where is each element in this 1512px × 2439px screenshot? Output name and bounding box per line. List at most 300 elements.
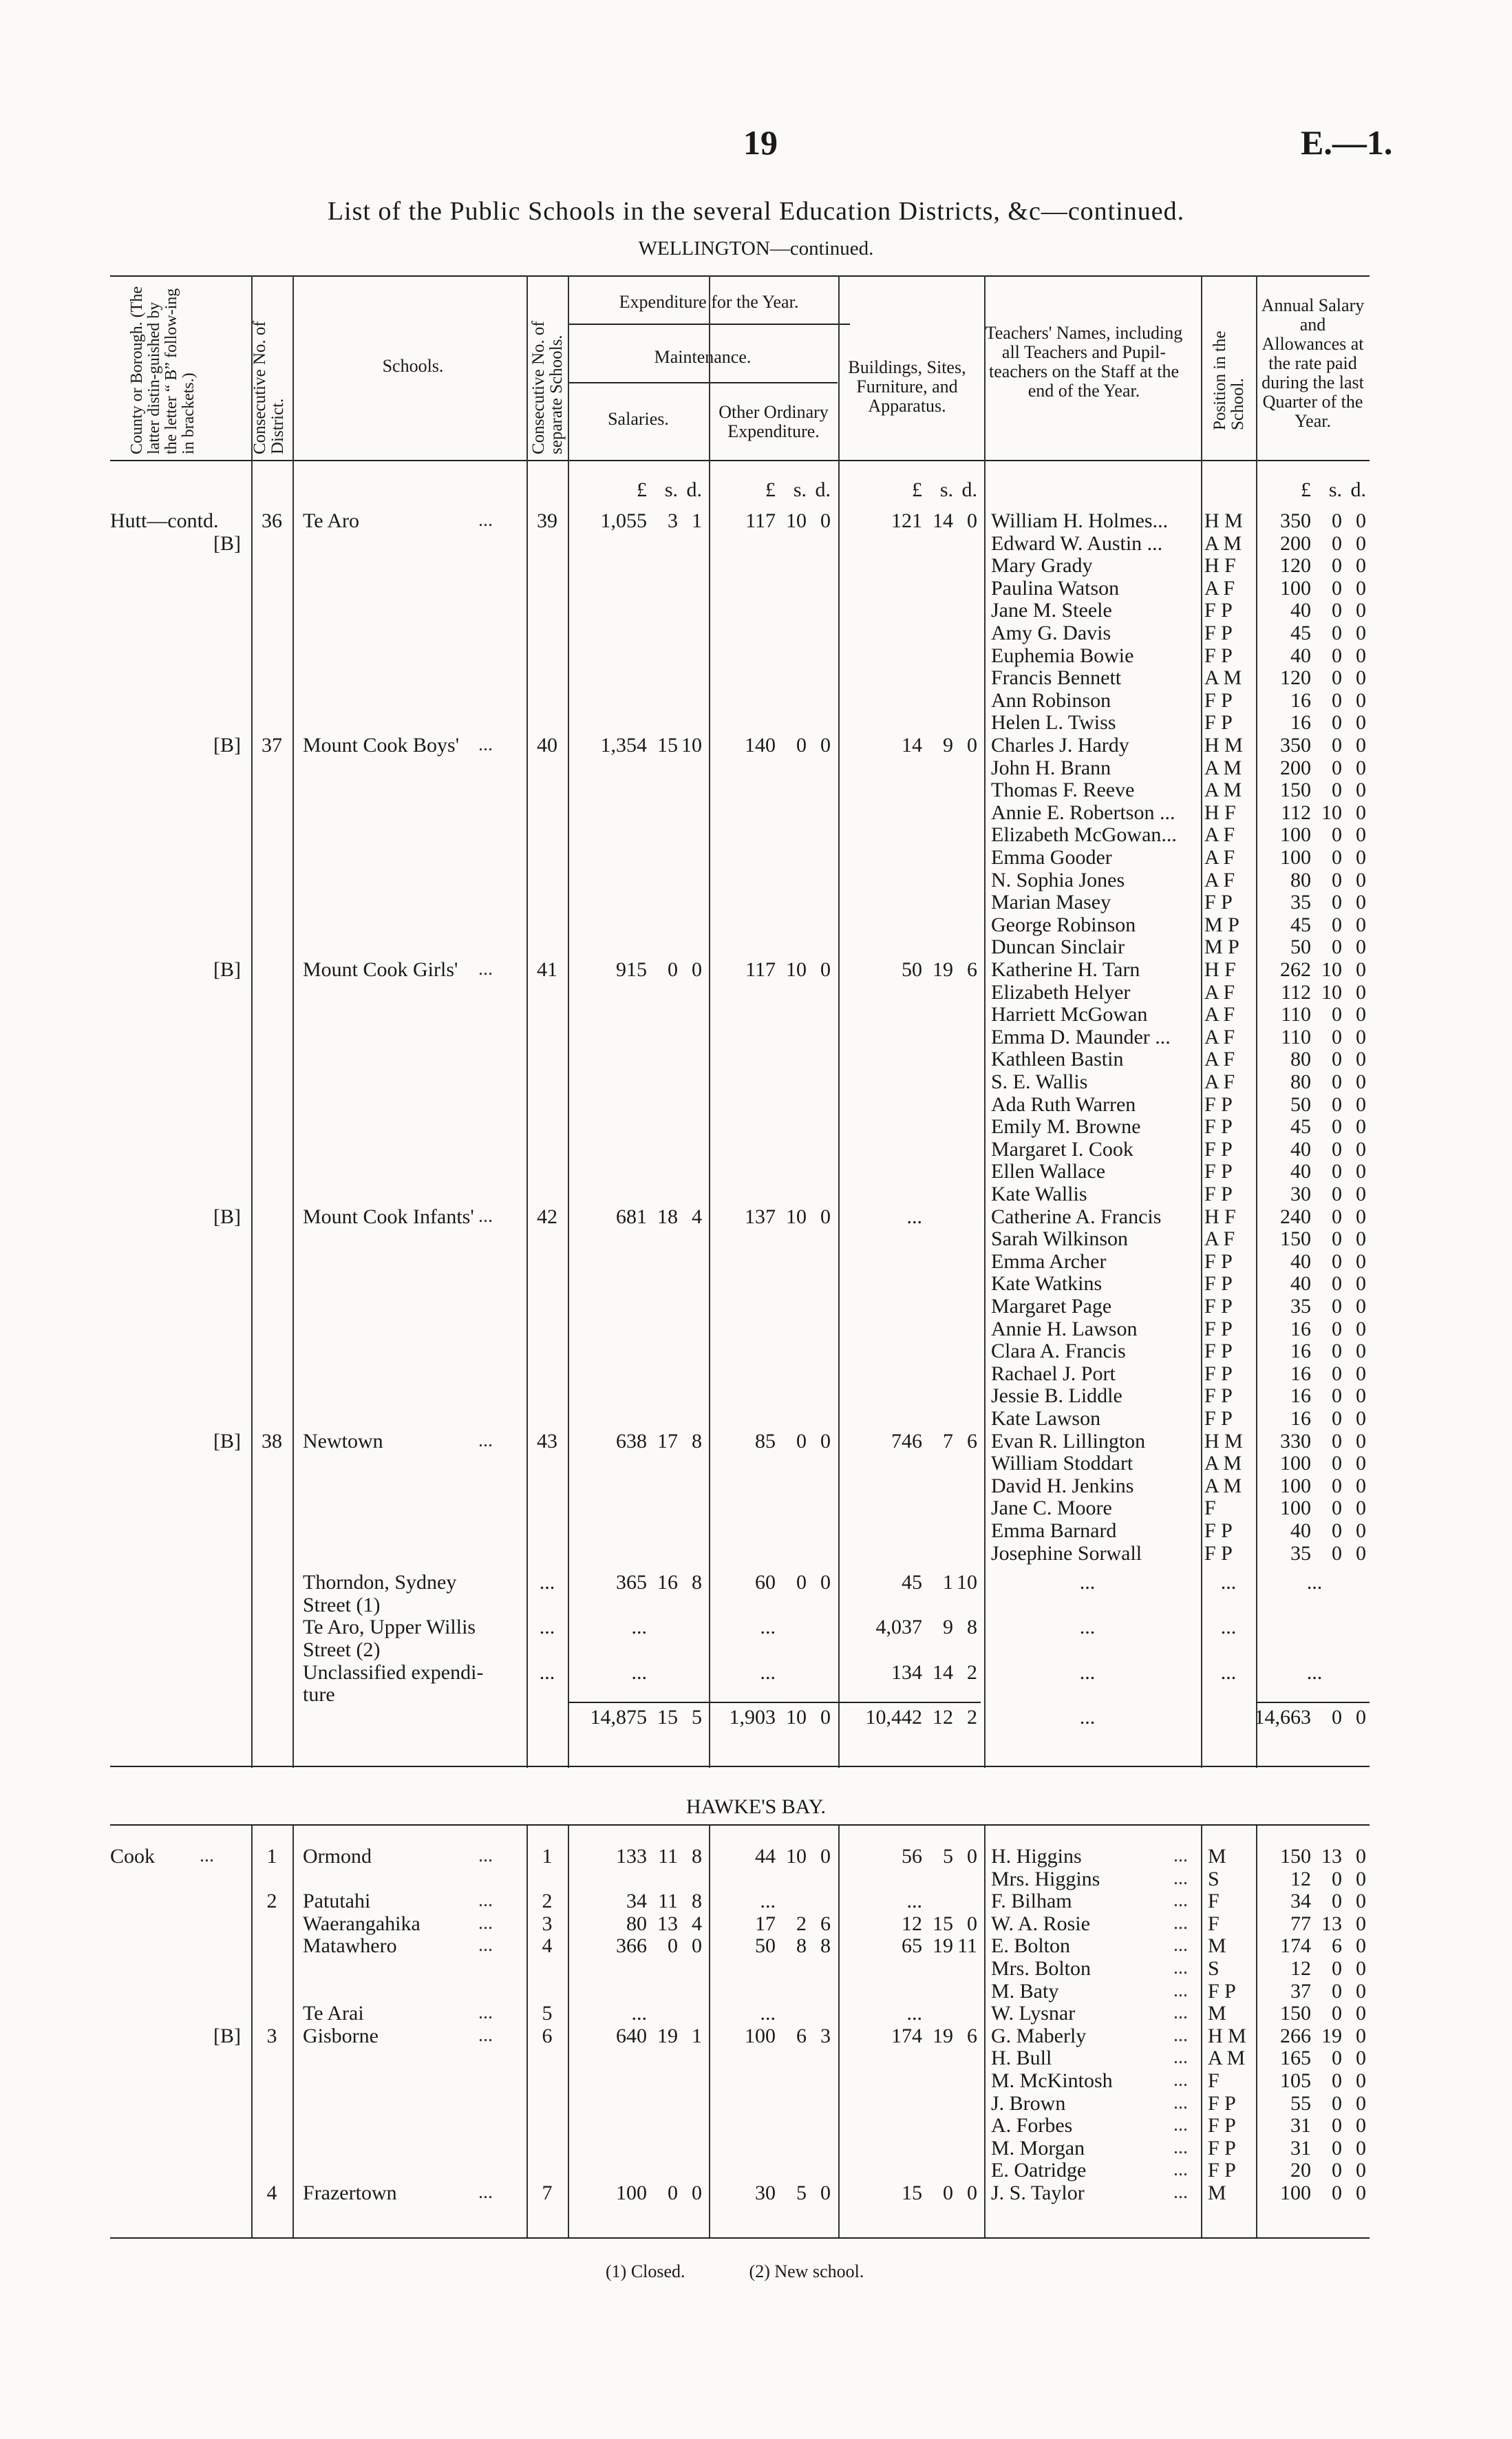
school-name: Te Aro: [303, 509, 360, 532]
salary-shillings: 0: [1332, 1384, 1342, 1408]
unit-pound-other: £: [765, 478, 776, 501]
salaries-shillings: 11: [658, 1890, 678, 1913]
leader-dots: ...: [1173, 2182, 1188, 2203]
salary-shillings: 0: [1332, 644, 1342, 667]
salary-pounds: 165: [1280, 2047, 1311, 2070]
salary-pence: 0: [1356, 1092, 1366, 1116]
bottom-rule: [110, 2237, 1370, 2239]
salary-pence: 0: [1356, 1295, 1366, 1318]
salaries-pence: 4: [692, 1912, 702, 1935]
salary-pence: 0: [1356, 2002, 1366, 2025]
salary-pence: 0: [1356, 734, 1366, 757]
other-pounds: 50: [755, 1934, 776, 1958]
salary-pounds: 30: [1290, 1183, 1311, 1205]
total-buildings-shillings: 12: [933, 1705, 953, 1729]
salaries-pounds: 80: [626, 1912, 647, 1935]
salaries-pence: 10: [681, 734, 702, 757]
salary-shillings: 0: [1332, 576, 1342, 600]
teacher-name: John H. Brann: [991, 756, 1111, 779]
salary-pence: 0: [1356, 891, 1366, 914]
salary-shillings: 0: [1332, 846, 1342, 869]
salaries-pounds: ...: [631, 1660, 647, 1684]
teacher-name: Edward W. Austin ...: [991, 531, 1163, 555]
teacher-name: William H. Holmes...: [991, 509, 1169, 532]
salary-pence: 0: [1356, 599, 1366, 622]
leader-dots: ...: [478, 1429, 493, 1451]
salary-pence: 0: [1356, 711, 1366, 735]
buildings-shillings: 5: [943, 1845, 953, 1868]
teacher-name: Katherine H. Tarn: [991, 958, 1140, 981]
column-rule: [1201, 275, 1202, 1768]
teacher-position: F P: [1204, 1541, 1233, 1565]
salary-shillings: 0: [1332, 1340, 1342, 1363]
borough-marker: [B]: [213, 958, 241, 981]
salary-pounds: 100: [1280, 1497, 1311, 1520]
salary-pence: 0: [1356, 1362, 1366, 1385]
teacher-position: F: [1208, 1890, 1220, 1913]
buildings-pence: 6: [967, 1429, 977, 1453]
salary-pence: 0: [1356, 1407, 1366, 1430]
salary-pounds: 110: [1281, 1025, 1311, 1048]
teacher-name: Jane M. Steele: [991, 599, 1112, 622]
salaries-pence: 8: [692, 1890, 702, 1913]
teacher-position: H M: [1204, 1429, 1243, 1453]
salary-pence: 0: [1356, 1160, 1366, 1183]
teacher-name: A. Forbes: [991, 2114, 1073, 2137]
position-blank: ...: [1220, 1616, 1237, 1639]
salary-pounds: 16: [1290, 688, 1311, 712]
salary-pounds: 40: [1290, 1272, 1311, 1296]
column-rule: [568, 275, 569, 1768]
leader-dots: ...: [1173, 2069, 1188, 2091]
leader-dots: ...: [1173, 1957, 1188, 1978]
salary-pounds: 50: [1290, 936, 1311, 959]
salary-shillings: 0: [1332, 1407, 1342, 1430]
salary-pence: 0: [1356, 666, 1366, 690]
salary-pounds: 110: [1281, 1003, 1311, 1026]
other-pence: 0: [820, 509, 831, 532]
other-shillings: 10: [786, 1845, 807, 1868]
salary-pounds: 262: [1280, 958, 1311, 981]
buildings-shillings: 14: [933, 509, 953, 532]
buildings-pence: 0: [967, 2182, 977, 2204]
teacher-position: F P: [1204, 1249, 1233, 1273]
teacher-blank: ...: [1079, 1660, 1096, 1684]
page-title: List of the Public Schools in the several Education Districts, &c—continued.: [327, 197, 1185, 226]
teacher-name: H. Higgins: [991, 1845, 1082, 1868]
salaries-pence: 0: [692, 1934, 702, 1958]
salary-shillings: 0: [1332, 1003, 1342, 1026]
salary-shillings: 0: [1332, 2114, 1342, 2137]
teacher-name: Francis Bennett: [991, 666, 1122, 690]
other-shillings: 8: [796, 1934, 807, 1958]
salary-shillings: 13: [1321, 1845, 1342, 1868]
leader-dots: ...: [478, 2002, 493, 2024]
buildings-pounds: 12: [902, 1912, 922, 1935]
school-name: Te Arai: [303, 2002, 364, 2025]
teacher-position: F P: [1208, 2114, 1236, 2137]
leader-dots: ...: [1173, 1979, 1188, 2001]
district-number: 4: [266, 2182, 277, 2204]
extra-name: Te Aro, Upper Willis: [303, 1616, 476, 1639]
column-rule: [526, 275, 528, 1768]
other-pence: 6: [820, 1912, 831, 1935]
salary-pounds: 40: [1290, 1519, 1311, 1542]
teacher-position: F P: [1204, 1272, 1233, 1296]
salary-pounds: 12: [1290, 1867, 1311, 1890]
salary-shillings: 0: [1332, 1025, 1342, 1048]
teacher-name: Emma Barnard: [991, 1519, 1117, 1542]
salary-pounds: 80: [1290, 1048, 1311, 1071]
salary-shillings: 0: [1332, 1474, 1342, 1497]
unit-pound-salaries: £: [637, 478, 647, 501]
school-number: ...: [539, 1660, 555, 1684]
leader-dots: ...: [478, 509, 493, 531]
salary-shillings: 13: [1321, 1912, 1342, 1935]
teacher-position: F P: [1204, 1183, 1233, 1205]
salary-pounds: 150: [1280, 779, 1311, 802]
header-county: County or Borough. (The latter distin-guished by the letter “ B” follow-ing in brackets.): [128, 286, 198, 454]
district-number: 37: [262, 734, 282, 757]
salary-pounds: 150: [1280, 2002, 1311, 2025]
salary-shillings: 0: [1332, 1429, 1342, 1453]
header-consecutive-separate: Consecutive No. of separate Schools.: [529, 321, 566, 454]
school-name: Matawhero: [303, 1934, 397, 1958]
salary-shillings: 0: [1332, 1979, 1342, 2003]
teacher-position: F P: [1204, 1407, 1233, 1430]
total-salaries-pence: 5: [692, 1705, 702, 1729]
salary-pounds: 31: [1290, 2114, 1311, 2137]
buildings-shillings: 15: [933, 1912, 953, 1935]
salary-shillings: 0: [1332, 554, 1342, 578]
borough-marker: [B]: [213, 734, 241, 757]
other-pounds: 44: [755, 1845, 776, 1868]
teacher-name: M. Baty: [991, 1979, 1059, 2003]
column-rule: [1201, 1824, 1202, 2237]
header-buildings: Buildings, Sites, Furniture, and Apparatus.: [848, 357, 966, 416]
teacher-position: H M: [1204, 509, 1243, 532]
salary-shillings: 0: [1332, 1497, 1342, 1520]
salary-pence: 0: [1356, 2159, 1366, 2182]
teacher-name: Euphemia Bowie: [991, 644, 1134, 667]
teacher-name: Emma D. Maunder ...: [991, 1025, 1171, 1048]
salary-pounds: 34: [1290, 1890, 1311, 1913]
other-pounds: 117: [745, 509, 776, 532]
teacher-position: F P: [1204, 1115, 1233, 1139]
teacher-position: F P: [1208, 2136, 1236, 2160]
salary-pence: 0: [1356, 1890, 1366, 1913]
salary-pence: 0: [1356, 1519, 1366, 1542]
salary-pence: 0: [1356, 644, 1366, 667]
teacher-position: A F: [1204, 846, 1235, 869]
teacher-position: M: [1208, 2182, 1226, 2204]
salary-pence: 0: [1356, 1452, 1366, 1475]
salary-pounds: 112: [1281, 980, 1311, 1004]
salary-pence: 0: [1356, 1115, 1366, 1139]
leader-dots: ...: [1173, 1934, 1188, 1956]
salary-pence: 0: [1356, 2069, 1366, 2092]
salary-pence: 0: [1356, 1048, 1366, 1071]
extra-name-cont: ture: [303, 1683, 335, 1707]
salaries-pence: 0: [692, 2182, 702, 2204]
teacher-position: F: [1208, 1912, 1220, 1935]
teacher-name: Catherine A. Francis: [991, 1205, 1162, 1228]
salary-shillings: 0: [1332, 1957, 1342, 1980]
header-other-expenditure: Other Ordinary Expenditure.: [718, 402, 829, 441]
other-shillings: 10: [786, 958, 807, 981]
leader-dots: ...: [478, 958, 493, 980]
teacher-position: H M: [1204, 734, 1243, 757]
teacher-name: G. Maberly: [991, 2024, 1087, 2047]
teacher-position: F P: [1204, 599, 1233, 622]
other-pence: 0: [820, 2182, 831, 2204]
salary-shillings: 0: [1332, 1183, 1342, 1205]
total-salaries-shillings: 15: [657, 1705, 678, 1729]
salaries-pence: 8: [692, 1845, 702, 1868]
salary-pounds: 240: [1280, 1205, 1311, 1228]
teacher-position: A F: [1204, 980, 1235, 1004]
other-shillings: 0: [796, 734, 807, 757]
other-pence: 0: [820, 958, 831, 981]
county-name: Hutt—contd.: [110, 509, 219, 532]
teacher-position: M: [1208, 1934, 1226, 1958]
salary-pounds: 16: [1290, 711, 1311, 735]
footnote-new-school: (2) New school.: [749, 2261, 864, 2281]
teacher-position: A F: [1204, 1227, 1235, 1251]
hawkes-bay-heading: HAWKE'S BAY.: [685, 1795, 827, 1818]
salaries-pounds: 365: [616, 1571, 647, 1594]
salary-pounds: 16: [1290, 1362, 1311, 1385]
salary-shillings: 0: [1332, 913, 1342, 936]
other-shillings: 6: [796, 2024, 807, 2047]
section-subtitle: WELLINGTON—continued.: [638, 237, 874, 260]
salary-pounds: 35: [1290, 1295, 1311, 1318]
other-shillings: 0: [796, 1429, 807, 1453]
salary-pence: 0: [1356, 1912, 1366, 1935]
district-number: 1: [266, 1845, 277, 1868]
column-rule: [709, 1824, 710, 2237]
salary-pence: 0: [1356, 1205, 1366, 1228]
unit-s-salaries: s.: [664, 478, 678, 501]
salaries-pounds: 640: [616, 2024, 647, 2047]
leader-dots: ...: [1173, 2091, 1188, 2113]
teacher-position: A M: [1204, 531, 1242, 555]
salary-pounds: 100: [1280, 823, 1311, 847]
teacher-name: Josephine Sorwall: [991, 1541, 1142, 1565]
other-pounds: 100: [745, 2024, 776, 2047]
salaries-pounds: 133: [616, 1845, 647, 1868]
salary-pence: 0: [1356, 1227, 1366, 1251]
header-teachers: Teachers' Names, including all Teachers and Pupil-teachers on the Staff at the end of the Year.: [985, 323, 1183, 401]
teacher-name: Mrs. Bolton: [991, 1957, 1092, 1980]
borough-marker: [B]: [213, 1205, 241, 1228]
salary-shillings: 0: [1332, 1249, 1342, 1273]
salaries-pounds: 1,055: [600, 509, 647, 532]
salary-pence: 0: [1356, 622, 1366, 644]
leader-dots: ...: [478, 1205, 493, 1227]
teacher-name: S. E. Wallis: [991, 1070, 1088, 1093]
buildings-pounds: ...: [906, 2002, 922, 2025]
salaries-pence: 8: [692, 1571, 702, 1594]
salary-pence: 0: [1356, 1384, 1366, 1408]
buildings-shillings: 9: [943, 734, 953, 757]
salaries-shillings: 18: [657, 1205, 678, 1228]
teacher-position: F P: [1204, 1519, 1233, 1542]
salary-shillings: 0: [1332, 1890, 1342, 1913]
salary-pounds: 100: [1280, 576, 1311, 600]
teacher-name: Annie E. Robertson ...: [991, 801, 1175, 824]
teacher-name: George Robinson: [991, 913, 1136, 936]
column-rule: [568, 1824, 569, 2237]
teacher-name: Rachael J. Port: [991, 1362, 1116, 1385]
salary-pence: 0: [1356, 1957, 1366, 1980]
salary-pounds: 100: [1280, 846, 1311, 869]
salaries-shillings: 0: [668, 958, 678, 981]
teacher-name: Mrs. Higgins: [991, 1867, 1100, 1890]
other-shillings: 5: [796, 2182, 807, 2204]
salary-pence: 0: [1356, 1497, 1366, 1520]
other-shillings: 0: [796, 1571, 807, 1594]
salary-shillings: 0: [1332, 823, 1342, 847]
buildings-pence: 0: [967, 509, 977, 532]
unit-s-other: s.: [793, 478, 807, 501]
column-rule: [292, 1824, 294, 2237]
salary-shillings: 0: [1332, 1317, 1342, 1340]
school-number: 3: [542, 1912, 553, 1935]
salaries-pence: 1: [692, 509, 702, 532]
total-salary-shillings: 0: [1332, 1705, 1342, 1729]
other-pounds: ...: [760, 1890, 776, 1913]
salary-shillings: 0: [1332, 1541, 1342, 1565]
teacher-position: F P: [1204, 711, 1233, 735]
teacher-position: A F: [1204, 576, 1235, 600]
buildings-shillings: 19: [933, 1934, 953, 1958]
unit-pound-buildings: £: [912, 478, 922, 501]
salary-pence: 0: [1356, 958, 1366, 981]
teacher-position: A F: [1204, 1025, 1235, 1048]
column-rule: [838, 1824, 840, 2237]
teacher-name: Annie H. Lawson: [991, 1317, 1138, 1340]
salary-pounds: 35: [1290, 1541, 1311, 1565]
unit-s-buildings: s.: [939, 478, 953, 501]
school-number: 2: [542, 1890, 553, 1913]
leader-dots: ...: [1173, 1845, 1188, 1866]
teacher-name: Elizabeth McGowan...: [991, 823, 1177, 847]
salary-pounds: 174: [1280, 1934, 1311, 1958]
salaries-shillings: 11: [658, 1845, 678, 1868]
header-annual-salary: Annual Salary and Allowances at the rate paid during the last Quarter of the Year.: [1261, 295, 1365, 431]
teacher-position: S: [1208, 1957, 1220, 1980]
salaries-shillings: 16: [657, 1571, 678, 1594]
salary-shillings: 0: [1332, 1137, 1342, 1161]
salary-pounds: 45: [1290, 913, 1311, 936]
buildings-pounds: 121: [891, 509, 922, 532]
total-salaries-pounds: 14,875: [590, 1705, 647, 1729]
salary-shillings: 10: [1321, 980, 1342, 1004]
salary-pence: 0: [1356, 2091, 1366, 2115]
salary-shillings: 0: [1332, 666, 1342, 690]
buildings-pounds: 14: [902, 734, 922, 757]
teacher-position: F P: [1204, 1092, 1233, 1116]
total-salary-pounds: 14,663: [1254, 1705, 1311, 1729]
salary-pence: 0: [1356, 936, 1366, 959]
school-name: Ormond: [303, 1845, 372, 1868]
unit-pound-salary: £: [1301, 478, 1311, 501]
leader-dots: ...: [200, 1845, 214, 1866]
teacher-name: H. Bull: [991, 2047, 1052, 2070]
other-pounds: 140: [745, 734, 776, 757]
teacher-position: M P: [1204, 913, 1239, 936]
leader-dots: ...: [478, 1912, 493, 1934]
header-position: Position in the School.: [1211, 330, 1247, 430]
salary-pounds: 31: [1290, 2136, 1311, 2160]
salary-pence: 0: [1356, 1541, 1366, 1565]
salary-shillings: 0: [1332, 1048, 1342, 1071]
teacher-position: F: [1204, 1497, 1216, 1520]
school-name: Gisborne: [303, 2024, 379, 2047]
salary-shillings: 0: [1332, 2091, 1342, 2115]
salary-shillings: 0: [1332, 1227, 1342, 1251]
teacher-position: A F: [1204, 1070, 1235, 1093]
salary-pounds: 20: [1290, 2159, 1311, 2182]
teacher-position: A F: [1204, 868, 1235, 891]
salary-pounds: 16: [1290, 1407, 1311, 1430]
teacher-name: Thomas F. Reeve: [991, 779, 1135, 802]
teacher-name: Marian Masey: [991, 891, 1111, 914]
leader-dots: ...: [478, 2182, 493, 2203]
teacher-name: David H. Jenkins: [991, 1474, 1134, 1497]
salary-pounds: 35: [1290, 891, 1311, 914]
teacher-position: A F: [1204, 823, 1235, 847]
salary-shillings: 0: [1332, 1519, 1342, 1542]
teacher-name: Margaret I. Cook: [991, 1137, 1133, 1161]
salary-shillings: 0: [1332, 1115, 1342, 1139]
salaries-pounds: 366: [616, 1934, 647, 1958]
other-shillings: 10: [786, 1205, 807, 1228]
salary-pence: 0: [1356, 913, 1366, 936]
teacher-position: F P: [1204, 891, 1233, 914]
totals-rule: [1256, 1702, 1370, 1703]
district-number: 38: [262, 1429, 282, 1453]
other-pence: 8: [820, 1934, 831, 1958]
salary-pence: 0: [1356, 1249, 1366, 1273]
teacher-position: F P: [1204, 1317, 1233, 1340]
school-name: Mount Cook Infants': [303, 1205, 474, 1228]
salaries-pounds: 100: [616, 2182, 647, 2204]
teacher-position: M: [1208, 1845, 1226, 1868]
salary-pence: 0: [1356, 1183, 1366, 1205]
salary-pounds: 37: [1290, 1979, 1311, 2003]
school-number: 6: [542, 2024, 553, 2047]
salary-pounds: 100: [1280, 1452, 1311, 1475]
school-number: 42: [537, 1205, 557, 1228]
teacher-name: F. Bilham: [991, 1890, 1072, 1913]
salaries-pounds: 681: [616, 1205, 647, 1228]
header-maintenance: Maintenance.: [654, 347, 752, 367]
salary-pounds: 40: [1290, 1160, 1311, 1183]
footnotes: [606, 2261, 864, 2282]
column-rule: [251, 275, 253, 1768]
leader-dots: ...: [1173, 2159, 1188, 2181]
salary-pence: 0: [1356, 2114, 1366, 2137]
salary-pence: 0: [1356, 2047, 1366, 2070]
school-number: ...: [539, 1571, 555, 1594]
extra-name: Unclassified expendi-: [303, 1660, 484, 1684]
salary-pounds: 45: [1290, 622, 1311, 644]
school-number: 39: [537, 509, 557, 532]
salary-pence: 0: [1356, 980, 1366, 1004]
buildings-pounds: 50: [902, 958, 922, 981]
